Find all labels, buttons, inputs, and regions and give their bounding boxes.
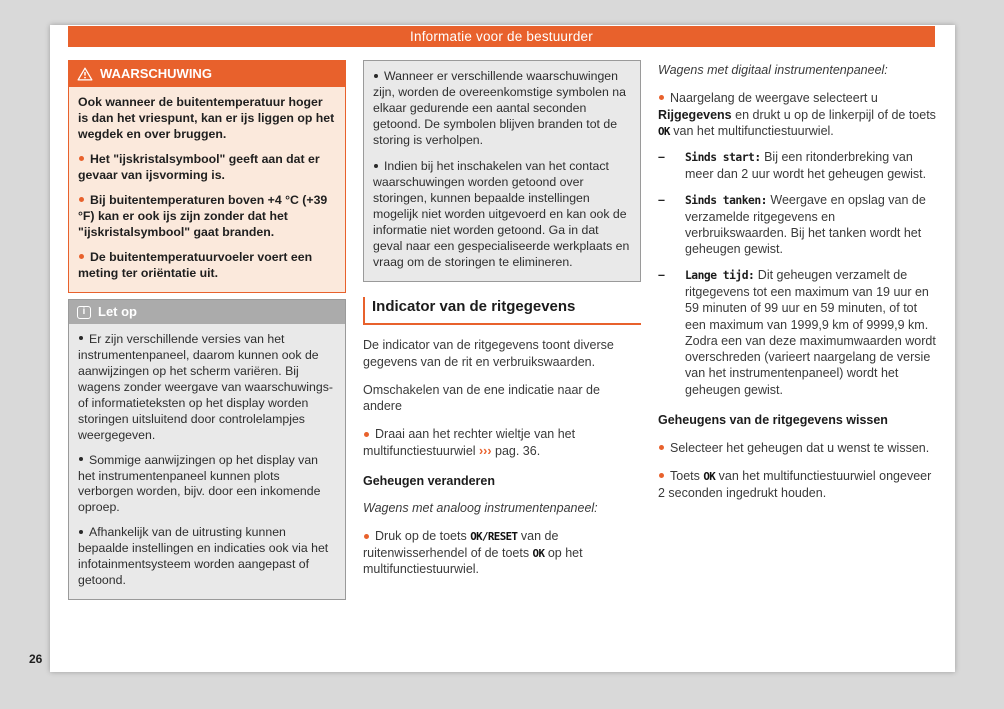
memory-item-content [685,267,936,397]
page-number: 26 [29,652,43,666]
bullet-icon [374,74,378,78]
bullet-icon [79,197,84,202]
middle-column [363,60,641,577]
press-bullet-text: van de ruitenwisserhendel of de toets [363,529,559,560]
select-bullet-text: van het multifunctiestuurwiel. [669,123,834,138]
warning-title: WAARSCHUWING [100,66,212,81]
erase-bullet-text: Selecteer het geheugen dat u wenst te wissen. [670,441,930,456]
note-box [68,299,346,601]
warning-box-header [69,61,345,87]
memory-change-heading: Geheugen veranderen [363,473,495,488]
cross-ref-page: pag. 36. [491,443,541,458]
dash-marker: – [658,192,665,207]
info-icon: i [77,306,91,319]
note-box-header [69,300,345,324]
memory-term: Sinds tanken: [685,193,767,207]
warning-bullet [78,250,336,282]
memory-text: Bij een ritonderbreking van meer dan 2 uur wordt het geheugen gewist. [685,150,927,181]
ok-button-icon: OK [658,124,670,138]
bullet-icon [659,473,664,478]
erase-bullet [658,468,936,501]
note-title: Let op [98,303,137,319]
right-column [658,60,936,501]
section-intro: De indicator van de ritgegevens toont diverse gegevens van de rit en verbruikswaarden. [363,338,614,369]
warning-bullet-text: Het "ijskristalsymbool" geeft aan dat er gevaar van ijsvorming is. [78,151,320,182]
page-header-title: Informatie voor de bestuurder [410,29,593,44]
press-bullet-text: Druk op de toets [375,529,471,544]
digital-panel-note: Wagens met digitaal instrumentenpaneel: [658,63,888,77]
select-bullet-text: en drukt u op de linkerpijl of de toets [731,107,936,122]
erase-bullet-text: Toets [670,469,704,484]
warning-bullet-text: Bij buitentemperaturen boven +4 °C (+39 °F) kan er ook ijs zijn zonder dat het "ijskristalsymbool" gaat branden. [78,192,328,239]
bullet-icon [79,457,83,461]
memory-list-item [658,192,936,257]
memory-item-content [685,149,936,182]
bullet-icon [374,164,378,168]
info-bullet [373,69,631,149]
left-column [68,60,346,600]
note-bullet [78,453,336,517]
select-bullet [658,90,936,139]
continuation-info-box [363,60,641,282]
info-bullet [373,159,631,271]
press-bullet [363,528,641,577]
manual-page [50,25,955,672]
warning-bullet-text: De buitentemperatuurvoeler voert een meting ter oriëntatie uit. [78,249,313,280]
note-bullet [78,332,336,444]
dash-marker: – [658,268,665,283]
section-title: Indicator van de ritgegevens [363,297,641,326]
press-bullet-text: op het multifunctiestuurwiel. [363,545,583,576]
warning-triangle-icon [77,67,93,81]
bullet-icon [364,432,369,437]
menu-item-name: Rijgegevens [658,107,732,122]
analog-panel-note: Wagens met analoog instrumentenpaneel: [363,501,598,516]
memory-text: Weergave en opslag van de verzamelde ritgegevens en verbruikswaarden. Bij het tanken wordt het geheugen gewist. [685,192,926,257]
bullet-icon [659,95,664,100]
warning-paragraph: Ook wanneer de buitentemperatuur hoger is dan het vriespunt, kan er ijs liggen op het wegdek en over bruggen. [78,94,335,141]
ok-button-icon: OK [703,470,716,484]
erase-memory-heading: Geheugens van de ritgegevens wissen [658,412,888,427]
erase-bullet-text: van het multifunctiestuurwiel ongeveer 2 seconden ingedrukt houden. [658,469,932,500]
select-bullet-text: Naargelang de weergave selecteert u [670,91,878,106]
note-bullet-text: Er zijn verschillende versies van het instrumentenpaneel, daarom kunnen ook de aanwijzingen op het scherm variëren. Bij wagens zonder weergave van waarschuwings- of informatieteksten op het display worden storingen uitsluitend door controlelampjes weergegeven. [78,331,333,442]
memory-term: Sinds start: [685,151,761,164]
memory-term: Lange tijd: [685,269,755,283]
memory-list-item [658,149,936,182]
ok-button-icon: OK [532,546,545,560]
bullet-icon [79,336,83,340]
memory-list-item [658,267,936,397]
switch-subheading: Omschakelen van de ene indicatie naar de andere [363,382,600,414]
info-bullet-text: Wanneer er verschillende waarschuwingen zijn, worden de overeenkomstige symbolen na elkaar gedurende een aantal seconden getoond. De symbolen blijven branden tot de storing is verholpen. [373,69,626,147]
ok-reset-button-icon: OK/RESET [470,530,518,544]
note-bullet [78,525,336,589]
note-box-body [69,324,345,600]
warning-box [68,60,346,293]
bullet-icon [659,445,664,450]
warning-bullet [78,152,336,184]
bullet-icon [79,530,83,534]
bullet-icon [79,254,84,259]
note-bullet-text: Afhankelijk van de uitrusting kunnen bepaalde instellingen en indicaties ook via het infotainmentsysteem worden aangepast of getoond. [78,525,329,588]
note-bullet-text: Sommige aanwijzingen op het display van het instrumentenpaneel kunnen plots verborgen worden, bijv. door een inkomende oproep. [78,452,321,515]
page-header-bar [68,26,935,47]
info-bullet-text: Indien bij het inschakelen van het contact waarschuwingen worden getoond over storingen, kunnen bepaalde instellingen mogelijk niet worden uitgevoerd en kan ook de informatie niet worden getoond. Ga in dat geval naar een gespecialiseerde werkplaats en vraag om de storingen te elimineren. [373,158,630,269]
switch-bullet-text: Draai aan het rechter wieltje van het multifunctiestuurwiel [363,427,576,458]
warning-box-body [69,87,345,292]
cross-ref-arrows-icon: ››› [479,443,492,458]
bullet-icon [364,534,369,539]
dash-marker: – [658,150,665,164]
memory-item-content [685,192,936,257]
bullet-icon [79,156,84,161]
switch-bullet [363,426,641,459]
warning-bullet [78,193,336,241]
memory-text: Dit geheugen verzamelt de ritgegevens tot een maximum van 19 uur en 59 minuten of 99 uur en 59 minuten, of tot een maximum van 1999,9 km of 9999,9 km. Zodra een van deze maximumwaarden wordt overschreden (varieert naargelang de versie van het instrumentenpaneel) wordt het geheugen gewist. [685,268,936,397]
erase-bullet [658,440,936,456]
